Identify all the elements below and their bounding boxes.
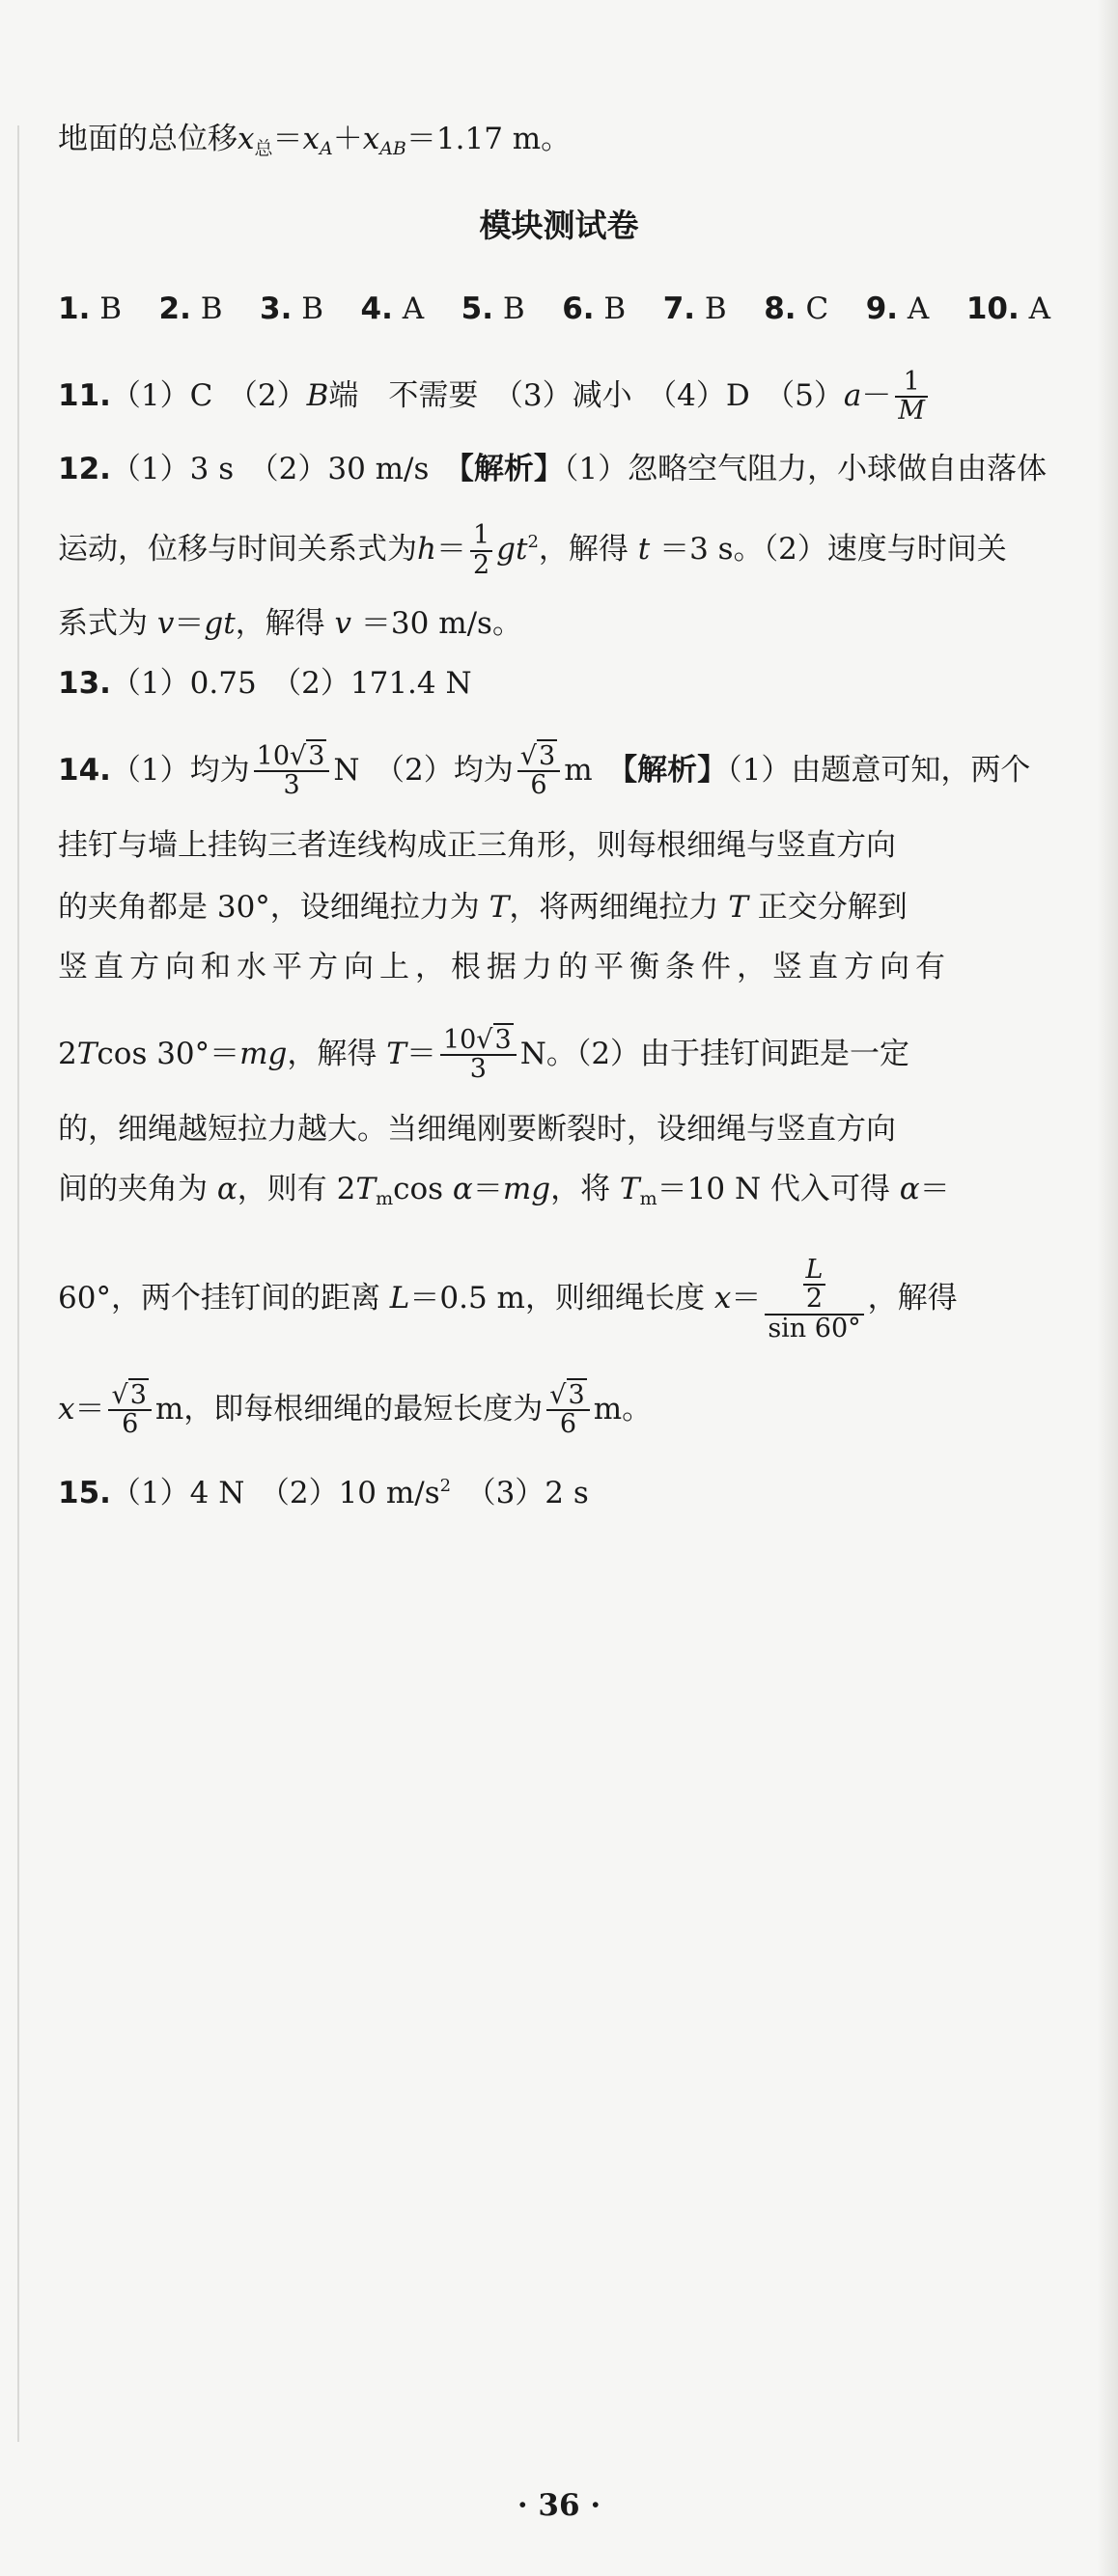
q14-text: ＝10 N 代入可得	[657, 1172, 890, 1206]
mc-answer: 7. B	[662, 291, 727, 326]
math-t: t	[628, 532, 660, 567]
q15-answer-2: （3）2 s	[451, 1476, 589, 1510]
fraction-sqrt3-over-6: $\frac{√3}{6}$	[517, 743, 560, 800]
superscript: 2	[439, 1476, 452, 1496]
minus-sign: －	[861, 377, 892, 413]
page-number: · 36 ·	[517, 2488, 601, 2523]
q14-text: 挂钉与墙上挂钩三者连线构成正三角形，则每根细绳与竖直方向	[58, 828, 896, 863]
q14-text: m	[564, 752, 623, 788]
q14-text: N。（2）由于挂钉间距是一定	[519, 1036, 910, 1071]
math-alpha: α	[889, 1172, 920, 1206]
top-line-text: 地面的总位移	[58, 122, 238, 156]
math-x: x	[58, 1391, 75, 1426]
sub-ab: AB	[379, 138, 406, 159]
q12-text: ＝30 m/s。	[360, 606, 522, 641]
coef-2: 2	[58, 1036, 77, 1071]
q14-text: cos 30°＝	[97, 1036, 240, 1071]
math-alpha: α	[208, 1172, 238, 1206]
mc-answer: 2. B	[158, 291, 223, 326]
mc-answer: 8. C	[764, 291, 829, 326]
math-t: T	[76, 1036, 98, 1071]
q15-answer: （1）4 N （2）10 m/s	[110, 1476, 440, 1510]
q14-text: （1）由题意可知，两个	[727, 752, 1031, 788]
math-x: x	[362, 122, 380, 156]
math-mg: mg	[502, 1172, 551, 1206]
q14-text: 间的夹角为	[58, 1172, 208, 1206]
fraction-half: $\frac{1}{2}$	[470, 522, 492, 579]
fraction-sqrt3-over-6: $\frac{√3}{6}$	[108, 1382, 151, 1439]
question-number: 15.	[58, 1476, 111, 1510]
math-alpha: α	[443, 1172, 473, 1206]
math-t: T	[718, 890, 758, 925]
q12-line-1	[58, 448, 1050, 490]
mc-answer: 3. B	[260, 291, 324, 326]
mc-answer: 9. A	[865, 291, 930, 326]
sub-m: m	[376, 1188, 394, 1209]
fraction-10sqrt3-over-3: $\frac{10√3}{3}$	[440, 1027, 517, 1084]
q13-line	[58, 662, 1050, 705]
q14-line-5: 2Tcos 30°＝mg，解得 T＝ $\frac{10√3}{3}$ N。（2）由于挂钉间距是一定	[58, 1025, 910, 1085]
mc-answer: 1. B	[58, 291, 122, 326]
math-t: T	[610, 1172, 640, 1206]
fraction-l2-over-sin60: $\frac{\frac{L}{2}}{\sin 60^\circ}$	[765, 1257, 863, 1343]
q14-line-3	[58, 886, 1050, 928]
math-t: T	[355, 1172, 377, 1206]
math-v: v	[148, 606, 175, 641]
mc-answer: 6. B	[562, 291, 627, 326]
fraction-sqrt3-over-6: $\frac{√3}{6}$	[546, 1382, 589, 1439]
analysis-tag: 【解析】	[622, 752, 728, 788]
question-number: 12.	[58, 452, 111, 486]
q14-text: ＝	[472, 1172, 503, 1206]
mc-answer: 4. A	[360, 291, 425, 326]
q14-text: N （2）均为	[333, 752, 514, 788]
sub-m: m	[639, 1188, 657, 1209]
q14-text: 的，细绳越短拉力越大。当细绳刚要断裂时，设细绳与竖直方向	[58, 1112, 896, 1147]
q14-text: ，将两细绳拉力	[509, 890, 719, 925]
q12-text: 运动，位移与时间关系式为	[58, 532, 417, 567]
q11-part1: （1）C （2）	[110, 377, 307, 413]
math-t: T	[377, 1036, 406, 1071]
math-v: v	[324, 606, 361, 641]
q14-line-2	[58, 824, 1050, 867]
question-number: 14.	[58, 752, 111, 788]
q13-answer: （1）0.75 （2）171.4 N	[110, 666, 472, 701]
q15-line	[58, 1465, 1050, 1514]
q14-text: 竖直方向和水平方向上，根据力的平衡条件，竖直方向有	[58, 950, 951, 984]
math-x: x	[238, 122, 255, 156]
question-number: 13.	[58, 666, 111, 701]
q12-answer: （1）3 s （2）30 m/s	[110, 452, 460, 486]
q14-line-9: x＝ $\frac{√3}{6}$ m，即每根细绳的最短长度为 $\frac{√3}{6}$ m。	[58, 1380, 653, 1440]
math-b: B	[306, 377, 329, 413]
q12-text: ＝3 s。（2）速度与时间关	[659, 532, 1007, 567]
q14-text: ，将	[550, 1172, 611, 1206]
q12-text: ，解得	[235, 606, 325, 641]
question-number: 11.	[58, 377, 111, 413]
math-x: x	[302, 122, 320, 156]
math-h: h	[417, 532, 436, 567]
fraction-1-over-m: $\frac{1}{M}$	[895, 369, 928, 426]
analysis-tag: 【解析】	[459, 452, 564, 486]
sub-a: A	[319, 138, 333, 159]
q14-text: ，则有	[237, 1172, 327, 1206]
q14-text: 的夹角都是 30°，设细绳拉力为	[58, 890, 480, 925]
q14-line-4	[58, 946, 1050, 988]
math-t: T	[479, 890, 510, 925]
mc-answer: 10. A	[965, 291, 1050, 326]
q14-text: ，解得	[867, 1281, 958, 1316]
q14-line-8: 60°，两个挂钉间的距离 L＝0.5 m，则细绳长度 x＝ $\frac{\frac{L}{2}}{\sin 60^\circ}$ ，解得	[58, 1255, 958, 1343]
math-gt: gt	[204, 606, 236, 641]
q14-text: m。	[593, 1391, 653, 1426]
q12-text: ，解得	[538, 532, 629, 567]
q11-part2: 端 不需要 （3）减小 （4）D （5）	[328, 377, 844, 413]
math-l: L	[379, 1281, 410, 1316]
superscript: 2	[527, 532, 539, 552]
q14-line-1	[58, 743, 1050, 800]
q11-line	[58, 369, 1050, 426]
mc-answer: 5. B	[461, 291, 525, 326]
math-mg: mg	[239, 1036, 288, 1071]
top-line-value: ＝1.17 m。	[405, 122, 572, 156]
q12-line-3: 系式为 v＝gt，解得 v ＝30 m/s。	[58, 606, 522, 641]
q14-text: cos	[393, 1172, 444, 1206]
math-gt2: gt	[496, 532, 528, 567]
mc-answers-row	[58, 288, 1050, 330]
page-edge-shadow	[1097, 0, 1118, 2576]
sub-total: 总	[254, 138, 273, 159]
q14-text: （1）均为	[110, 752, 250, 788]
plus-sign: ＋	[332, 122, 363, 156]
q12-text: （1）忽略空气阻力，小球做自由落体	[563, 452, 1048, 486]
q14-text: ＝0.5 m，则细绳长度	[409, 1281, 705, 1316]
math-a: a	[843, 377, 862, 413]
fraction-10sqrt3-over-3: $\frac{10√3}{3}$	[254, 743, 330, 800]
q14-text: 正交分解到	[757, 890, 908, 925]
section-title: 模块测试卷	[479, 207, 639, 244]
q14-line-6	[58, 1108, 1050, 1150]
q14-text: 60°，两个挂钉间的距离	[58, 1281, 380, 1316]
q12-text: 系式为	[58, 606, 148, 641]
eq-sign: ＝	[272, 122, 303, 156]
top-line	[58, 118, 1050, 170]
q12-line-2: 运动，位移与时间关系式为h＝ $\frac{1}{2}$ $gt^2$，解得 t ＝3 s。（2）速度与时间关	[58, 520, 1007, 580]
q14-text: m，即每根细绳的最短长度为	[154, 1391, 544, 1426]
q14-line-7: 间的夹角为 α，则有 $2T_m\cos$ α＝mg，将 $T_m=10$ N 代入可得 α＝	[58, 1172, 950, 1209]
margin-rule	[17, 125, 19, 2442]
q14-text: ，解得	[287, 1036, 377, 1071]
math-x: x	[704, 1281, 732, 1316]
